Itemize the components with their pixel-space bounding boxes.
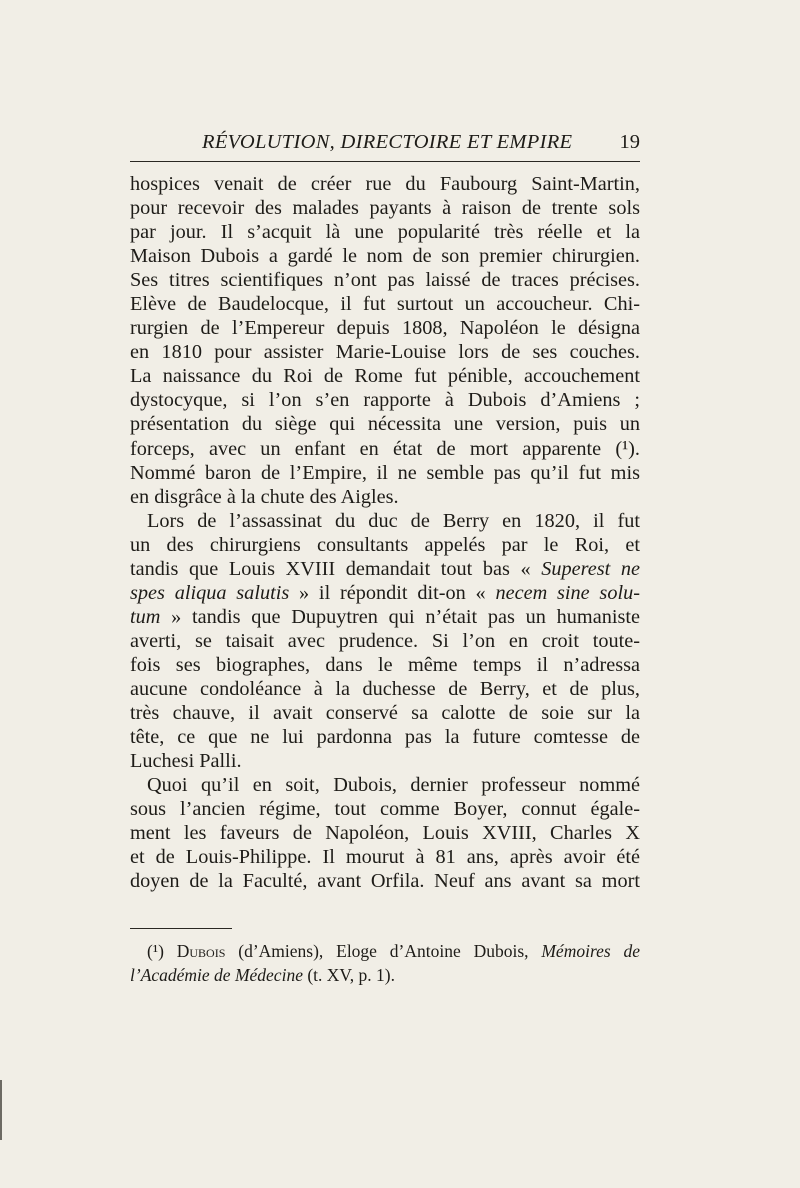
footnote-ref: (t. XV, p. 1). bbox=[307, 965, 396, 985]
text-line: Quoi qu’il en soit, Dubois, dernier professeur nommé bbox=[147, 774, 640, 797]
text-line: dystocyque, si l’on s’en rapporte à Dubois d’Amiens ; bbox=[130, 389, 640, 412]
latin-quote: Superest ne bbox=[541, 557, 640, 580]
footnote-separator bbox=[130, 928, 232, 929]
text-line: ment les faveurs de Napoléon, Louis XVIII, Charles X bbox=[130, 822, 640, 845]
text-line: par jour. Il s’acquit là une popularité très réelle et la bbox=[130, 221, 640, 244]
running-title: RÉVOLUTION, DIRECTOIRE ET EMPIRE bbox=[202, 131, 573, 153]
text-line: très chauve, il avait conservé sa calotte de soie sur la bbox=[130, 702, 640, 725]
latin-quote: necem sine solu- bbox=[495, 581, 640, 604]
text-line-italic: tum » tandis que Dupuytren qui n’était pas un humaniste bbox=[130, 605, 640, 628]
footnote-author: Dubois bbox=[176, 941, 226, 961]
text-line: fois ses biographes, dans le même temps il n’adressa bbox=[130, 653, 640, 676]
text-line: Ses titres scientifiques n’ont pas laissé de traces précises. bbox=[130, 269, 640, 292]
text-line: pour recevoir des malades payants à raison de trente sols bbox=[130, 197, 640, 220]
text-line-italic: tandis que Louis XVIII demandait tout bas « Superest ne bbox=[130, 557, 640, 580]
text-line-italic: spes aliqua salutis » il répondit dit-on « necem sine solu- bbox=[130, 581, 640, 604]
text-line: Luchesi Palli. bbox=[130, 750, 242, 773]
text-line: Maison Dubois a gardé le nom de son premier chirurgien. bbox=[130, 245, 640, 268]
footnote-marker: (¹) bbox=[147, 941, 164, 961]
text-line: Nommé baron de l’Empire, il ne semble pas qu’il fut mis bbox=[130, 461, 640, 484]
text-line: en 1810 pour assister Marie-Louise lors de ses couches. bbox=[130, 341, 640, 364]
text-line: rurgien de l’Empereur depuis 1808, Napoléon le désigna bbox=[130, 317, 640, 340]
text-line: tête, ce que ne lui pardonna pas la future comtesse de bbox=[130, 726, 640, 749]
footnote bbox=[130, 939, 640, 987]
page-edge-mark bbox=[0, 1080, 2, 1140]
text-line: sous l’ancien régime, tout comme Boyer, connut égale- bbox=[130, 798, 640, 821]
text-line: et de Louis-Philippe. Il mourut à 81 ans, après avoir été bbox=[130, 846, 640, 869]
footnote-title-cont: l’Académie de Médecine bbox=[130, 965, 303, 985]
text-line: hospices venait de créer rue du Faubourg Saint-Martin, bbox=[130, 173, 640, 195]
text-line: Elève de Baudelocque, il fut surtout un accoucheur. Chi- bbox=[130, 293, 640, 316]
text-line: forceps, avec un enfant en état de mort apparente (¹). bbox=[130, 437, 640, 460]
text-line: Lors de l’assassinat du duc de Berry en 1820, il fut bbox=[147, 509, 640, 532]
footnote-text: (d’Amiens), Eloge d’Antoine Dubois, bbox=[238, 941, 529, 961]
latin-quote: spes aliqua salutis bbox=[130, 581, 290, 604]
footnote-title: Mémoires de bbox=[541, 941, 641, 961]
running-header bbox=[130, 131, 640, 162]
text-line: présentation du siège qui nécessita une version, puis un bbox=[130, 413, 640, 436]
text-line: La naissance du Roi de Rome fut pénible, accouchement bbox=[130, 365, 640, 388]
text-line: aucune condoléance à la duchesse de Berry, et de plus, bbox=[130, 677, 640, 700]
text-line: averti, se taisait avec prudence. Si l’on en croit toute- bbox=[130, 629, 640, 652]
footnote-line-2 bbox=[130, 963, 640, 987]
text-line: doyen de la Faculté, avant Orfila. Neuf ans avant sa mort bbox=[130, 870, 640, 893]
body-text bbox=[130, 172, 640, 893]
latin-quote: tum bbox=[130, 605, 161, 628]
footnote-line-1 bbox=[130, 939, 640, 963]
text-line: un des chirurgiens consultants appelés par le Roi, et bbox=[130, 533, 640, 556]
text-line: en disgrâce à la chute des Aigles. bbox=[130, 485, 399, 508]
page-number: 19 bbox=[619, 131, 640, 153]
